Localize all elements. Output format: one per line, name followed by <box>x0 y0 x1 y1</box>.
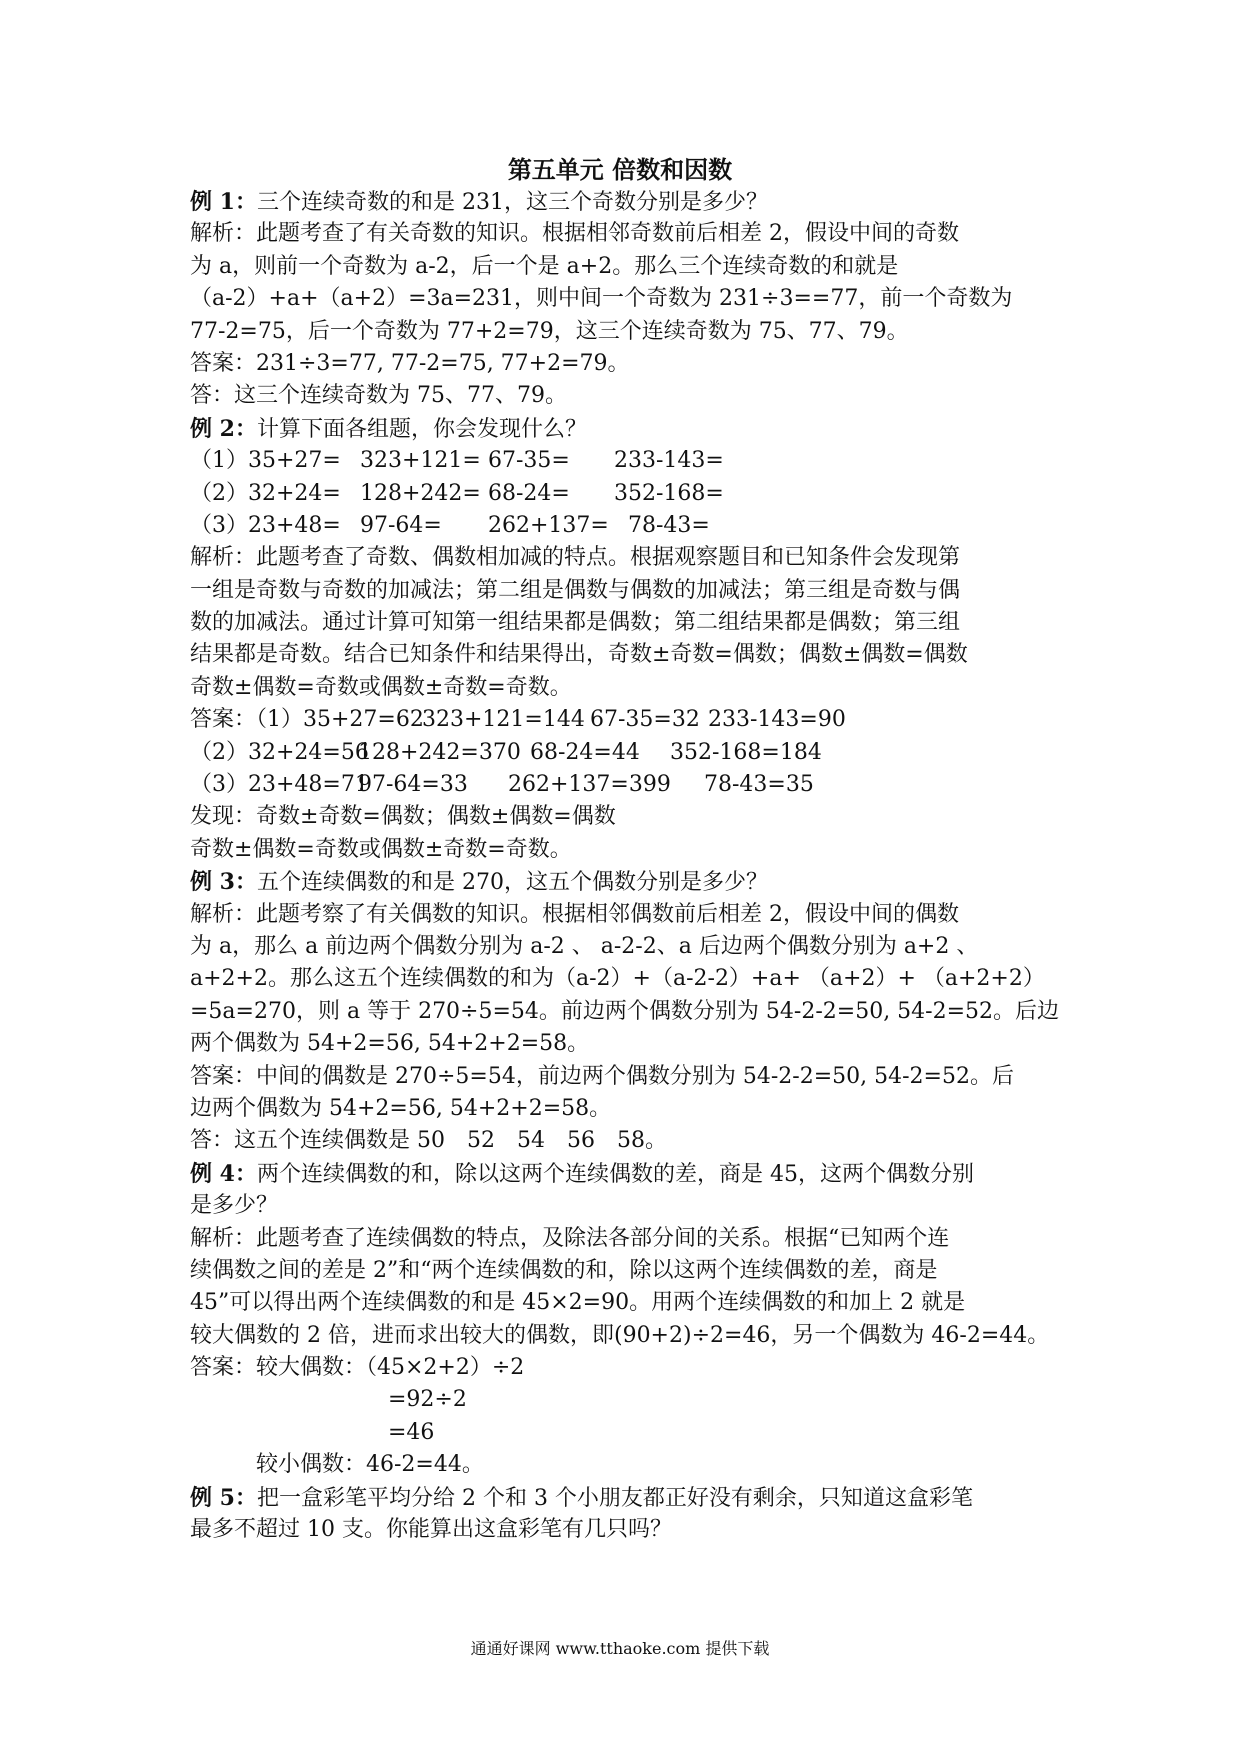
paragraph-line: 结果都是奇数。结合已知条件和结果得出，奇数±奇数=偶数；偶数±偶数=偶数 <box>190 642 968 668</box>
exercise-cell: 78-43= <box>628 512 710 538</box>
paragraph-line: 边两个偶数为 54+2=56, 54+2+2=58。 <box>190 1095 612 1121</box>
paragraph-line: a+2+2。那么这五个连续偶数的和为（a-2）+（a-2-2）+a+ （a+2）+ （a+2+2） <box>190 966 1045 992</box>
answer-cell: 68-24=44 <box>530 739 640 765</box>
paragraph-line: =5a=270，则 a 等于 270÷5=54。前边两个偶数分别为 54-2-2=50, 54-2=52。后边 <box>190 998 1060 1024</box>
paragraph-line: 解析：此题考查了奇数、偶数相加减的特点。根据观察题目和已知条件会发现第 <box>190 545 961 571</box>
paragraph-line: 最多不超过 10 支。你能算出这盒彩笔有几只吗？ <box>190 1517 672 1543</box>
answer-line: 较小偶数：46-2=44。 <box>256 1452 484 1478</box>
example-4-question: 两个连续偶数的和，除以这两个连续偶数的差，商是 45，这两个偶数分别 <box>256 1161 974 1187</box>
answer-row <box>190 704 1070 736</box>
example-3-reply: 答：这五个连续偶数是 50 52 54 56 58。 <box>190 1128 667 1154</box>
paragraph-line: （a-2）+a+（a+2）=3a=231，则中间一个奇数为 231÷3==77，前一个奇数为 <box>190 286 1013 312</box>
example-1-question-line <box>190 186 1070 218</box>
discovery-line: 发现：奇数±奇数=偶数；偶数±偶数=偶数 <box>190 804 616 830</box>
exercise-cell: 67-35= <box>488 448 570 474</box>
discovery-line: 奇数±偶数=奇数或偶数±奇数=奇数。 <box>190 836 572 862</box>
example-2-label: 例 2： <box>190 415 257 442</box>
example-3-question: 五个连续偶数的和是 270，这五个偶数分别是多少？ <box>256 870 768 896</box>
example-3-label: 例 3： <box>190 869 257 896</box>
answer-cell: 97-64=33 <box>358 772 468 798</box>
document-body <box>190 186 1070 1546</box>
example-2-question-line <box>190 413 1070 445</box>
paragraph-line: 解析：此题考查了有关奇数的知识。根据相邻奇数前后相差 2，假设中间的奇数 <box>190 221 959 247</box>
page-title: 第五单元 倍数和因数 <box>507 155 733 184</box>
answer-row <box>190 769 1070 801</box>
exercise-cell: 262+137= <box>488 512 609 538</box>
paragraph-line: 解析：此题考查了连续偶数的特点，及除法各部分间的关系。根据“已知两个连 <box>190 1225 950 1251</box>
exercise-cell: 323+121= <box>360 448 481 474</box>
answer-line: =92÷2 <box>388 1387 467 1413</box>
paragraph-line: 答案：中间的偶数是 270÷5=54，前边两个偶数分别为 54-2-2=50, 54-2=52。后 <box>190 1063 1014 1089</box>
paragraph-line: 数的加减法。通过计算可知第一组结果都是偶数；第二组结果都是偶数；第三组 <box>190 610 961 636</box>
answer-cell: 323+121=144 <box>422 707 585 733</box>
answer-cell: 352-168=184 <box>670 739 822 765</box>
paragraph-line: 一组是奇数与奇数的加减法；第二组是偶数与偶数的加减法；第三组是奇数与偶 <box>190 577 961 603</box>
paragraph-line: 45”可以得出两个连续偶数的和是 45×2=90。用两个连续偶数的和加上 2 就是 <box>190 1290 966 1316</box>
answer-cell: 67-35=32 <box>590 707 700 733</box>
paragraph-line: 较大偶数的 2 倍，进而求出较大的偶数，即(90+2)÷2=46，另一个偶数为 46-2=44。 <box>190 1322 1050 1348</box>
paragraph-line: 为 a，则前一个奇数为 a-2，后一个是 a+2。那么三个连续奇数的和就是 <box>190 253 899 279</box>
exercise-cell: 68-24= <box>488 480 570 506</box>
paragraph-line: 奇数±偶数=奇数或偶数±奇数=奇数。 <box>190 674 572 700</box>
paragraph-line: 77-2=75，后一个奇数为 77+2=79，这三个连续奇数为 75、77、79。 <box>190 318 909 344</box>
example-5-question-line <box>190 1482 1070 1514</box>
example-1-label: 例 1： <box>190 189 257 215</box>
example-3-question-line <box>190 866 1070 898</box>
exercise-cell: （1）35+27= <box>190 448 341 474</box>
exercise-cell: 128+242= <box>360 480 481 506</box>
example-4-question-line <box>190 1158 1070 1190</box>
example-1-question: 三个连续奇数的和是 231，这三个奇数分别是多少？ <box>256 190 768 215</box>
example-4-label: 例 4： <box>190 1160 257 1187</box>
paragraph-line: 两个偶数为 54+2=56, 54+2+2=58。 <box>190 1031 590 1057</box>
exercise-cell: 352-168= <box>614 480 724 506</box>
exercise-cell: （2）32+24= <box>190 480 341 506</box>
example-1-answer: 答案：231÷3=77, 77-2=75, 77+2=79。 <box>190 350 630 376</box>
paragraph-line: 解析：此题考察了有关偶数的知识。根据相邻偶数前后相差 2，假设中间的偶数 <box>190 901 959 927</box>
answer-cell: （2）32+24=56 <box>190 739 369 765</box>
exercise-row <box>190 445 1070 477</box>
exercise-row <box>190 478 1070 510</box>
paragraph-line: 为 a，那么 a 前边两个偶数分别为 a-2 、 a-2-2、a 后边两个偶数分别为 a+2 、 <box>190 933 979 959</box>
answer-line: 答案：较大偶数：（45×2+2）÷2 <box>190 1355 525 1381</box>
example-2-question: 计算下面各组题，你会发现什么？ <box>256 416 587 442</box>
exercise-cell: （3）23+48= <box>190 512 341 538</box>
exercise-row <box>190 510 1070 542</box>
exercise-cell: 97-64= <box>360 512 442 538</box>
answer-line: =46 <box>388 1419 435 1445</box>
answer-cell: 262+137=399 <box>508 772 671 798</box>
example-1-reply: 答：这三个连续奇数为 75、77、79。 <box>190 383 567 409</box>
answer-cell: 128+242=370 <box>358 739 521 765</box>
paragraph-line: 是多少？ <box>190 1193 279 1219</box>
exercise-cell: 233-143= <box>614 448 724 474</box>
answer-cell: 233-143=90 <box>708 707 846 733</box>
paragraph-line: 续偶数之间的差是 2”和“两个连续偶数的和，除以这两个连续偶数的差，商是 <box>190 1257 938 1283</box>
example-5-question: 把一盒彩笔平均分给 2 个和 3 个小朋友都正好没有剩余，只知道这盒彩笔 <box>256 1485 973 1511</box>
page-footer: 通通好课网 www.tthaoke.com 提供下载 <box>470 1639 770 1658</box>
example-5-label: 例 5： <box>190 1484 257 1511</box>
answer-cell: 78-43=35 <box>704 772 814 798</box>
answer-cell: （3）23+48=71 <box>190 772 369 798</box>
answer-cell: 答案：（1）35+27=62 <box>190 707 424 733</box>
answer-row <box>190 737 1070 769</box>
